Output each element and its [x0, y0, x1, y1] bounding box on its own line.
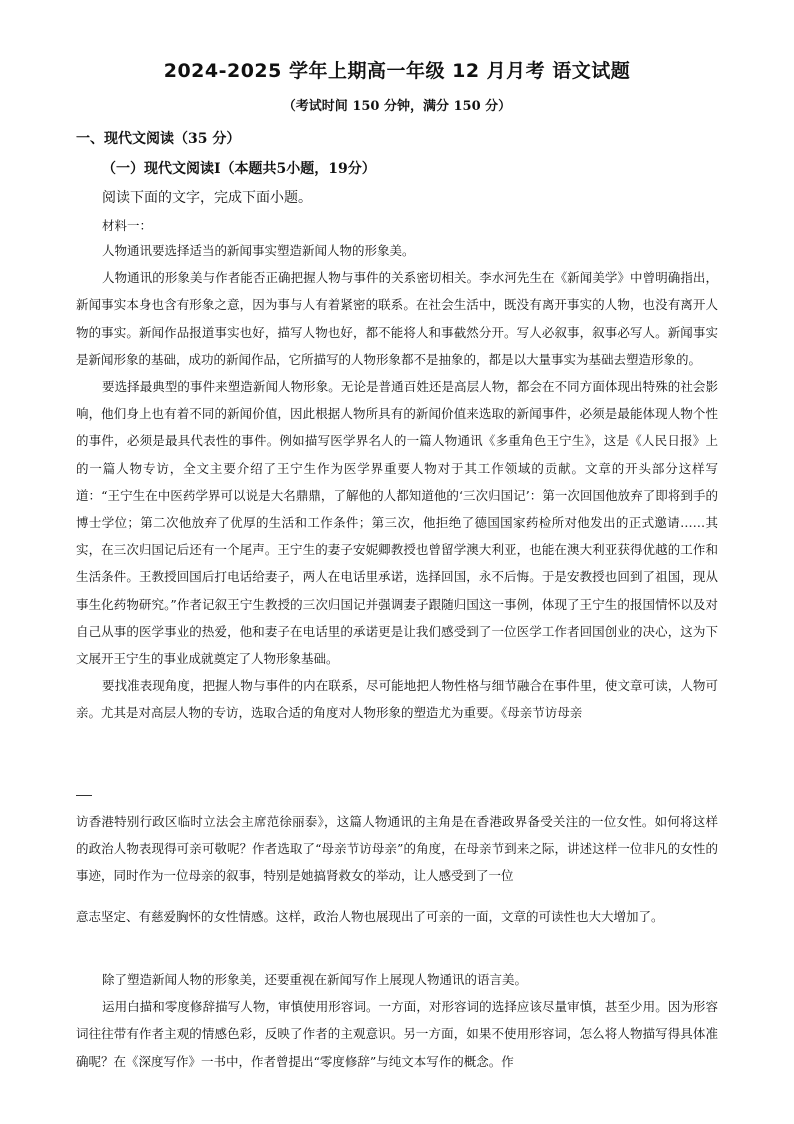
reading-instruction: 阅读下面的文字，完成下面小题。	[102, 190, 312, 206]
exam-duration-note: （考试时间 150 分钟，满分 150 分）	[282, 99, 512, 114]
article-paragraph: 要选择最典型的事件来塑造新闻人物形象。无论是普通百姓还是高层人物，都会在不同方面体现出特殊的社会影响，他们身上也有着不同的新闻价值，因此根据人物所具有的新闻价值来选取的新闻事件，必须是最能体现人物个性的事件，必须是最具代表性的事件。例如描写医学界名人的一篇人物通讯《多重角色王宁生》，这是《人民日报》上的一篇人物专访，全文主要介绍了王宁生作为医学界重要人物对于其工作领域的贡献。文章的开头部分这样写道：“王宁生在中医药学界可以说是大名鼎鼎，了解他的人都知道他的‘三次归国记’：第一次回国他放弃了即将到手的博士学位；第二次他放弃了优厚的生活和工作条件；第三次，他拒绝了德国国家药检所对他发出的正式邀请……其实，在三次归国记后还有一个尾声。王宁生的妻子安妮卿教授也曾留学澳大利亚，也能在澳大利亚获得优越的工作和生活条件。王教授回国后打电话给妻子，两人在电话里承诺，选择回国，永不后悔。于是安教授也回到了祖国，现从事生化药物研究。”作者记叙王宁生教授的三次归国记并强调妻子跟随归国这一事例，体现了王宁生的报国情怀以及对自己从事的医学事业的热爱，他和妻子在电话里的承诺更是让我们感受到了一位医学工作者回国创业的决心，这为下文展开王宁生的事业成就奠定了人物形象基础。	[76, 379, 718, 667]
footnote-divider	[76, 795, 92, 796]
article-paragraph: 除了塑造新闻人物的形象美，还要重视在新闻写作上展现人物通讯的语言美。	[102, 972, 528, 987]
exam-title: 2024-2025 学年上期高一年级 12 月月考 语文试题	[163, 60, 631, 82]
sub-section-heading: （一）现代文阅读Ⅰ（本题共5小题，19分）	[102, 161, 376, 177]
article-paragraph: 人物通讯的形象美与作者能否正确把握人物与事件的关系密切相关。李水河先生在《新闻美学》中曾明确指出，新闻事实本身也含有形象之意，因为事与人有着紧密的联系。在社会生活中，既没有离开事实的人物，也没有离开人物的事实。新闻作品报道事实也好，描写人物也好，都不能将人和事截然分开。写人必叙事，叙事必写人。新闻事实是新闻形象的基础，成功的新闻作品，它所描写的人物形象都不是抽象的，都是以大量事实为基础去塑造形象的。	[76, 270, 718, 367]
article-paragraph: 运用白描和零度修辞描写人物，审慎使用形容词。一方面，对形容词的选择应该尽量审慎，甚至少用。因为形容词往往带有作者主观的情感色彩，反映了作者的主观意识。另一方面，如果不使用形容词，怎么将人物描写得具体准确呢？在《深度写作》一书中，作者曾提出“零度修辞”与纯文本写作的概念。作	[76, 999, 718, 1069]
article-paragraph-continued: 意志坚定、有慈爱胸怀的女性情感。这样，政治人物也展现出了可亲的一面，文章的可读性也大大增加了。	[76, 908, 664, 924]
section-heading: 一、现代文阅读（35 分）	[76, 131, 241, 147]
article-paragraph: 要找准表现角度，把握人物与事件的内在联系，尽可能地把人物性格与细节融合在事件里，使文章可读，人物可亲。尤其是对高层人物的专访，选取合适的角度对人物形象的塑造尤为重要。《母亲节访母亲	[76, 678, 718, 721]
material-label: 材料一：	[102, 218, 153, 233]
article-body-bottom	[76, 966, 718, 1075]
article-paragraph-continued: 访香港特别行政区临时立法会主席范徐丽泰》，这篇人物通讯的主角是在香港政界备受关注的一位女性。如何将这样的政治人物表现得可亲可敬呢？作者选取了“母亲节访母亲”的角度，在母亲节到来之际，讲述这样一位非凡的女性的事迹，同时作为一位母亲的叙事，特别是她搞肾救女的举动，让人感受到了一位	[76, 814, 718, 884]
article-body-top	[76, 237, 718, 727]
article-paragraph: 人物通讯要选择适当的新闻事实塑造新闻人物的形象美。	[102, 243, 415, 258]
article-body-middle	[76, 808, 718, 930]
